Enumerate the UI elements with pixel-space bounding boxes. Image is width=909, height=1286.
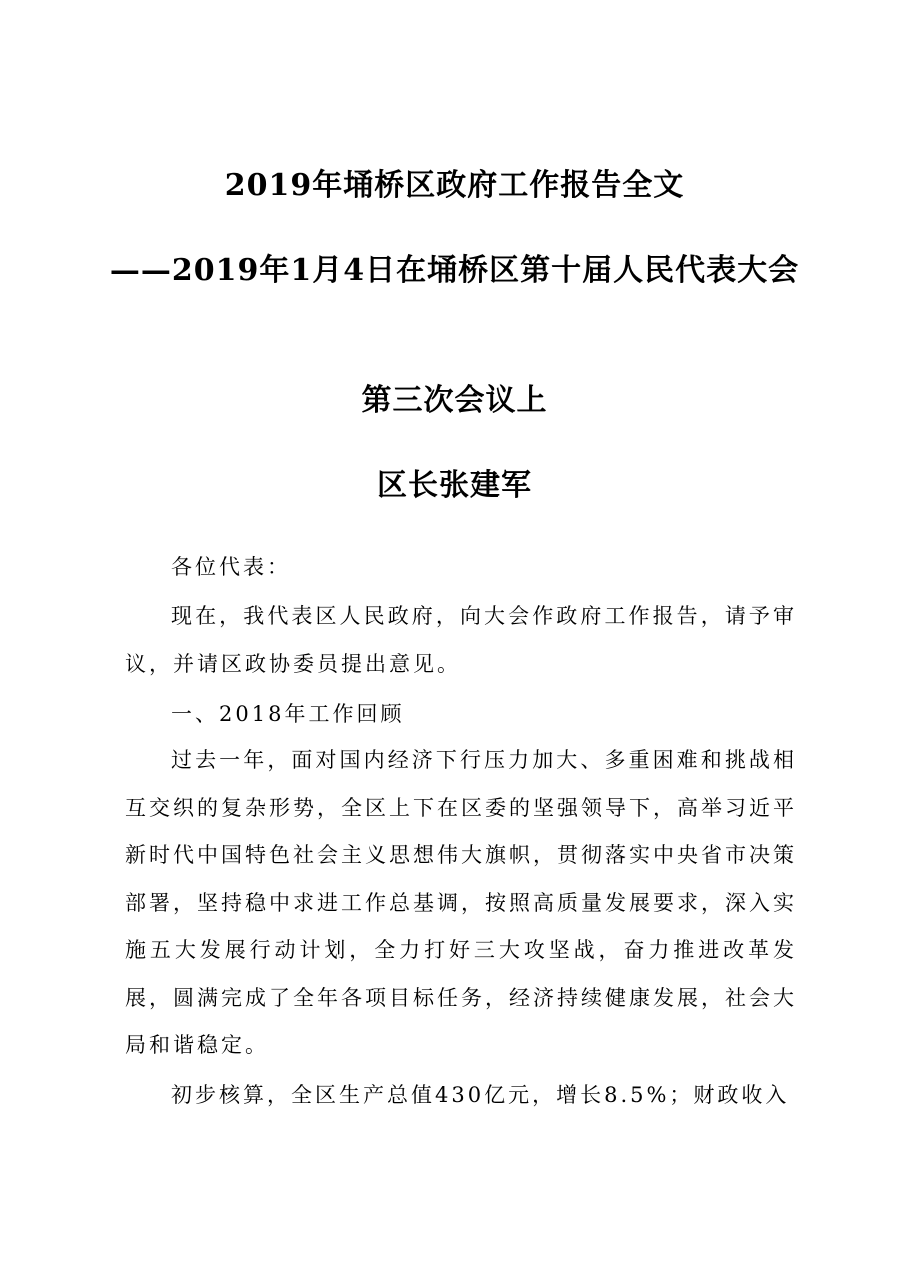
section-heading-block bbox=[125, 691, 797, 739]
stats-block bbox=[125, 1072, 797, 1120]
document-title: 2019年埇桥区政府工作报告全文 bbox=[224, 168, 685, 203]
speaker-name: 区长张建军 bbox=[377, 468, 532, 503]
document-subtitle-continued: 第三次会议上 bbox=[361, 383, 548, 418]
stats-paragraph: 初步核算，全区生产总值430亿元，增长8.5%；财政收入 bbox=[171, 1083, 790, 1107]
review-paragraph: 过去一年，面对国内经济下行压力加大、多重困难和挑战相互交织的复杂形势，全区上下在区委的坚强领导下，高举习近平新时代中国特色社会主义思想伟大旗帜，贯彻落实中央省市决策部署，坚持稳中求进工作总基调，按照高质量发展要求，深入实施五大发展行动计划，全力打好三大攻坚战，奋力推进改革发展，圆满完成了全年各项目标任务，经济持续健康发展，社会大局和谐稳定。 bbox=[125, 748, 797, 1057]
salutation-block bbox=[125, 544, 797, 592]
intro-block bbox=[125, 593, 797, 688]
intro-paragraph: 现在，我代表区人民政府，向大会作政府工作报告，请予审议，并请区政协委员提出意见。 bbox=[125, 604, 797, 676]
section-heading: 一、2018年工作回顾 bbox=[171, 702, 405, 726]
salutation: 各位代表： bbox=[171, 555, 291, 579]
document-subtitle: ——2019年1月4日在埇桥区第十届人民代表大会 bbox=[109, 253, 800, 288]
review-block bbox=[125, 737, 797, 1070]
